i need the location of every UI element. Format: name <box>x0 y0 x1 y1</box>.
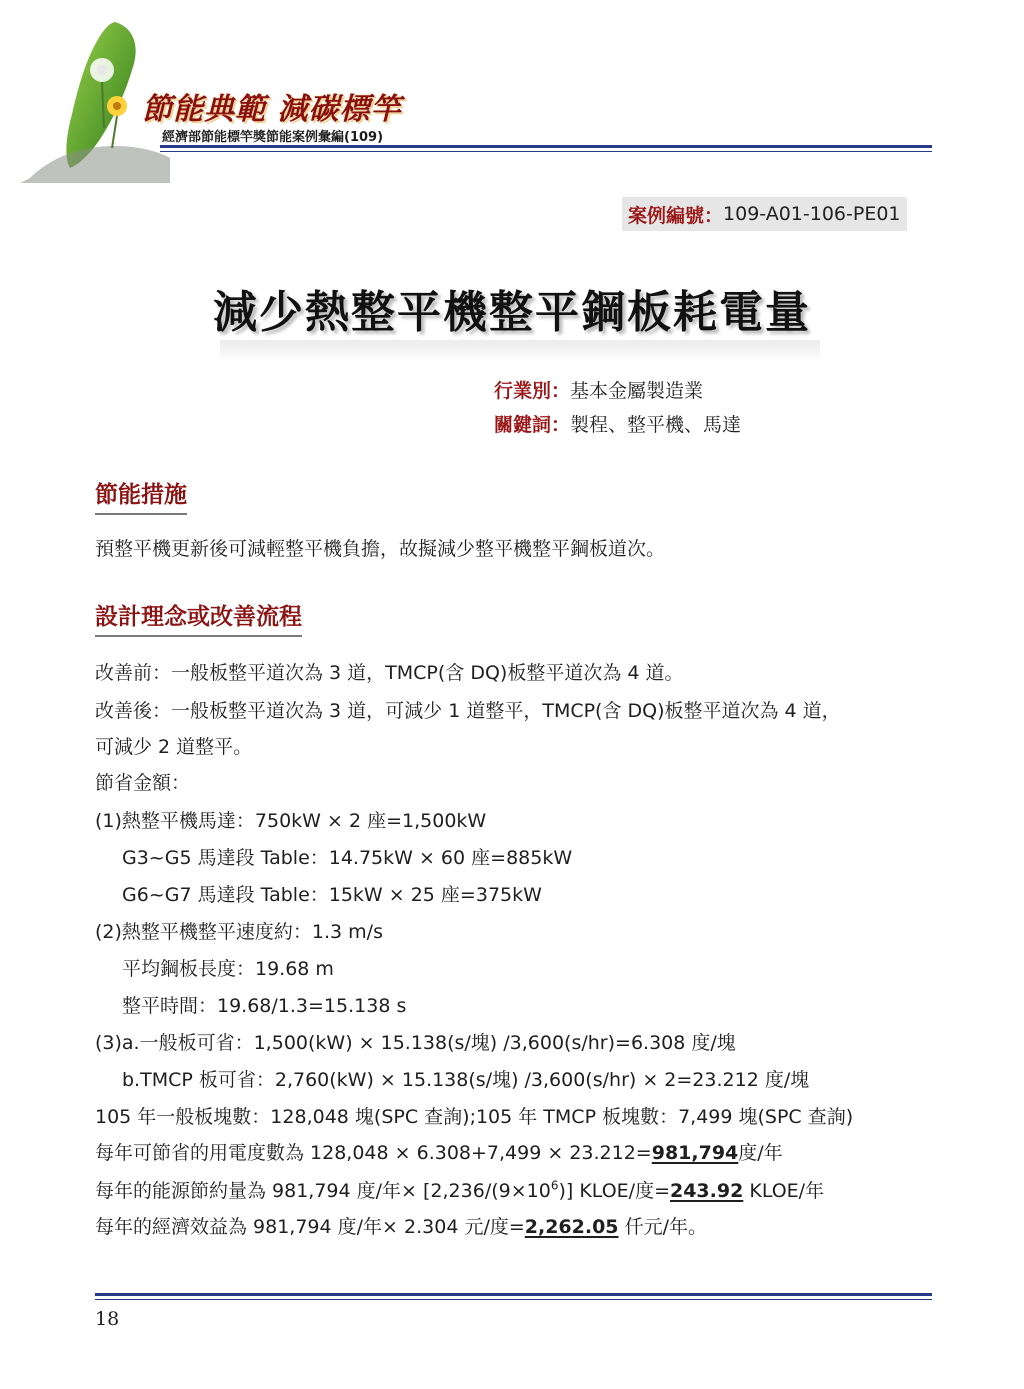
electricity-savings-value: 981,794 <box>651 1142 739 1164</box>
keywords-label: 關鍵詞： <box>494 414 571 436</box>
footer-divider-thin <box>95 1299 932 1300</box>
calc-line-9: 105 年一般板塊數：128,048 塊(SPC 查詢);105 年 TMCP 板塊數：7,499 塊(SPC 查詢) <box>95 1106 854 1128</box>
economic-benefit-suffix: 仟元/年。 <box>624 1216 707 1238</box>
industry-line <box>494 376 703 403</box>
brand-title: 節能典範 減碳標竿 <box>142 92 402 127</box>
economic-benefit-prefix: 每年的經濟效益為 981,794 度/年× 2.304 元/度= <box>95 1216 525 1238</box>
economic-benefit-line <box>95 1212 707 1239</box>
brand-subtitle: 經濟部節能標竿獎節能案例彙編(109) <box>162 130 384 145</box>
energy-savings-exponent: 6 <box>550 1178 559 1193</box>
industry-label: 行業別： <box>494 380 571 402</box>
page-number: 18 <box>95 1308 120 1330</box>
calc-line-3: G6~G7 馬達段 Table：15kW × 25 座=375kW <box>122 884 542 906</box>
industry-value: 基本金屬製造業 <box>570 380 704 402</box>
electricity-savings-line <box>95 1138 783 1165</box>
calc-line-1: (1)熱整平機馬達：750kW × 2 座=1,500kW <box>95 810 487 832</box>
energy-savings-mid: )] KLOE/度= <box>558 1180 670 1202</box>
case-number-label: 案例編號： <box>628 204 724 227</box>
economic-benefit-value: 2,262.05 <box>524 1216 619 1238</box>
title-reflection <box>220 340 820 362</box>
header-divider-thin <box>160 151 932 152</box>
energy-savings-prefix: 每年的能源節約量為 981,794 度/年× [2,236/(9×10 <box>95 1180 551 1202</box>
calc-line-2: G3~G5 馬達段 Table：14.75kW × 60 座=885kW <box>122 847 573 869</box>
calc-line-8: b.TMCP 板可省：2,760(kW) × 15.138(s/塊) /3,600(s/hr) × 2=23.212 度/塊 <box>122 1069 810 1091</box>
calc-line-6: 整平時間：19.68/1.3=15.138 s <box>122 995 407 1017</box>
energy-savings-line <box>95 1176 824 1203</box>
page-title: 減少熱整平機整平鋼板耗電量 <box>213 287 811 338</box>
calc-line-5: 平均鋼板長度：19.68 m <box>122 958 334 980</box>
footer-divider <box>95 1293 932 1296</box>
calc-line-7: (3)a.一般板可省：1,500(kW) × 15.138(s/塊) /3,600(s/hr)=6.308 度/塊 <box>95 1032 736 1054</box>
section-heading-measures: 節能措施 <box>95 476 187 515</box>
header-divider <box>160 145 932 148</box>
section-heading-design: 設計理念或改善流程 <box>95 598 302 637</box>
after-line-cont: 可減少 2 道整平。 <box>95 736 253 758</box>
measures-text: 預整平機更新後可減輕整平機負擔，故擬減少整平機整平鋼板道次。 <box>95 538 666 560</box>
case-number-value: 109-A01-106-PE01 <box>723 203 901 225</box>
before-line: 改善前：一般板整平道次為 3 道，TMCP(含 DQ)板整平道次為 4 道。 <box>95 662 684 684</box>
keywords-line <box>494 410 741 437</box>
calc-line-4: (2)熱整平機整平速度約：1.3 m/s <box>95 921 383 943</box>
energy-savings-value: 243.92 <box>669 1180 744 1202</box>
electricity-savings-suffix: 度/年 <box>738 1142 783 1164</box>
savings-label: 節省金額： <box>95 772 191 794</box>
case-number-box <box>622 197 907 231</box>
keywords-value: 製程、整平機、馬達 <box>570 414 742 436</box>
electricity-savings-prefix: 每年可節省的用電度數為 128,048 × 6.308+7,499 × 23.212= <box>95 1142 652 1164</box>
energy-savings-suffix: KLOE/年 <box>749 1180 825 1202</box>
after-line: 改善後：一般板整平道次為 3 道，可減少 1 道整平，TMCP(含 DQ)板整平道次為 4 道， <box>95 700 841 722</box>
